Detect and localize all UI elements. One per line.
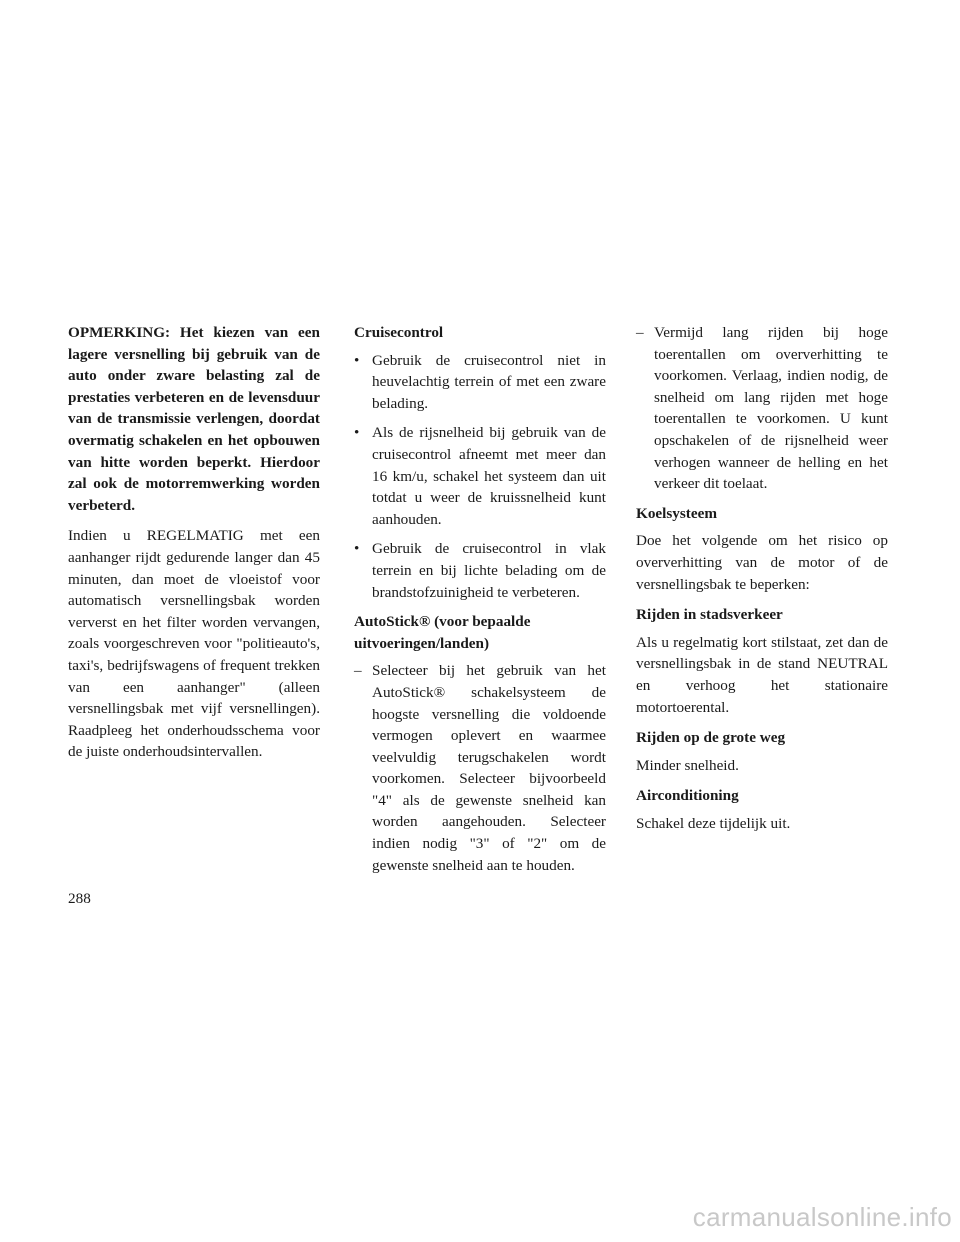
paragraph: Als u regelmatig kort stilstaat, zet dan de versnellingsbak in de stand NEUTRAL en verhoog het stationaire motortoerental. [636,633,888,716]
list-item [354,538,606,603]
dash-marker: – [636,324,644,341]
heading-grote-weg: Rijden op de grote weg [636,729,786,747]
note-paragraph: OPMERKING: Het kiezen van een lagere versnelling bij gebruik van de auto onder zware belasting zal de prestaties verbeteren en de levensduur van de transmissie verlengen, doordat overmatig schakelen en het opbouwen van hitte worden beperkt. Hierdoor zal ook de motorremwerking worden verbeterd. [68,324,320,514]
heading-koelsysteem: Koelsysteem [636,504,717,522]
list-item-text: Vermijd lang rijden bij hoge toerentallen om oververhitting te voorkomen. Verlaag, indien nodig, de snelheid om lang rijden met hoge toerentallen te voorkomen. U kunt opschakelen of de rijsnelheid weer verhogen wanneer de helling en het verkeer dit toelaat. [654,324,888,493]
list-item-text: Gebruik de cruisecontrol niet in heuvelachtig terrein of met een zware belading. [372,351,606,412]
paragraph: Doe het volgende om het risico op oververhitting van de motor of de versnellingsbak te beperken: [636,532,888,593]
heading-stadsverkeer: Rijden in stadsverkeer [636,606,783,624]
list-item-text: Als de rijsnelheid bij gebruik van de cruisecontrol afneemt met meer dan 16 km/u, schakel het systeem dan uit totdat u weer de kruissnelheid kunt aanhouden. [372,424,606,528]
bullet-marker: • [354,540,360,558]
heading-airconditioning: Airconditioning [636,787,739,805]
bullet-marker: • [354,424,360,442]
column-left [68,322,320,772]
page-number: 288 [68,890,91,907]
dash-marker: – [354,662,362,680]
bullet-marker: • [354,351,360,369]
list-item [636,322,888,495]
trailer-paragraph: Indien u REGELMATIG met een aanhanger rijdt gedurende langer dan 45 minuten, dan moet de vloeistof voor automatisch versnellingsbak worden ververst en het filter worden vervangen, zoals voorgeschreven voor "politieauto's, taxi's, bedrijfswagens of frequent trekken van een aanhanger" (alleen versnellingsbak met vijf versnellingen). Raadpleeg het onderhoudsschema voor de juiste onderhoudsintervallen. [68,527,320,761]
list-item [354,422,606,530]
watermark: carmanualsonline.info [692,1202,952,1232]
list-item [354,350,606,415]
paragraph: Minder snelheid. [636,756,739,774]
column-right [636,322,888,843]
list-item [354,660,606,876]
heading-autostick: AutoStick® (voor bepaalde uitvoeringen/landen) [354,613,531,652]
list-item-text: Gebruik de cruisecontrol in vlak terrein en bij lichte belading om de brandstofzuinigheid te verbeteren. [372,540,606,601]
column-middle [354,322,606,884]
list-item-text: Selecteer bij het gebruik van het AutoStick® schakelsysteem de hoogste versnelling die voldoende vermogen oplevert en waarmee veelvuldig terugschakelen wordt voorkomen. Selecteer bijvoorbeeld "4" als de gewenste snelheid kan worden aangehouden. Selecteer indien nodig "3" of "2" om de gewenste snelheid aan te houden. [372,662,606,874]
heading-cruisecontrol: Cruisecontrol [354,324,444,341]
paragraph: Schakel deze tijdelijk uit. [636,814,791,832]
